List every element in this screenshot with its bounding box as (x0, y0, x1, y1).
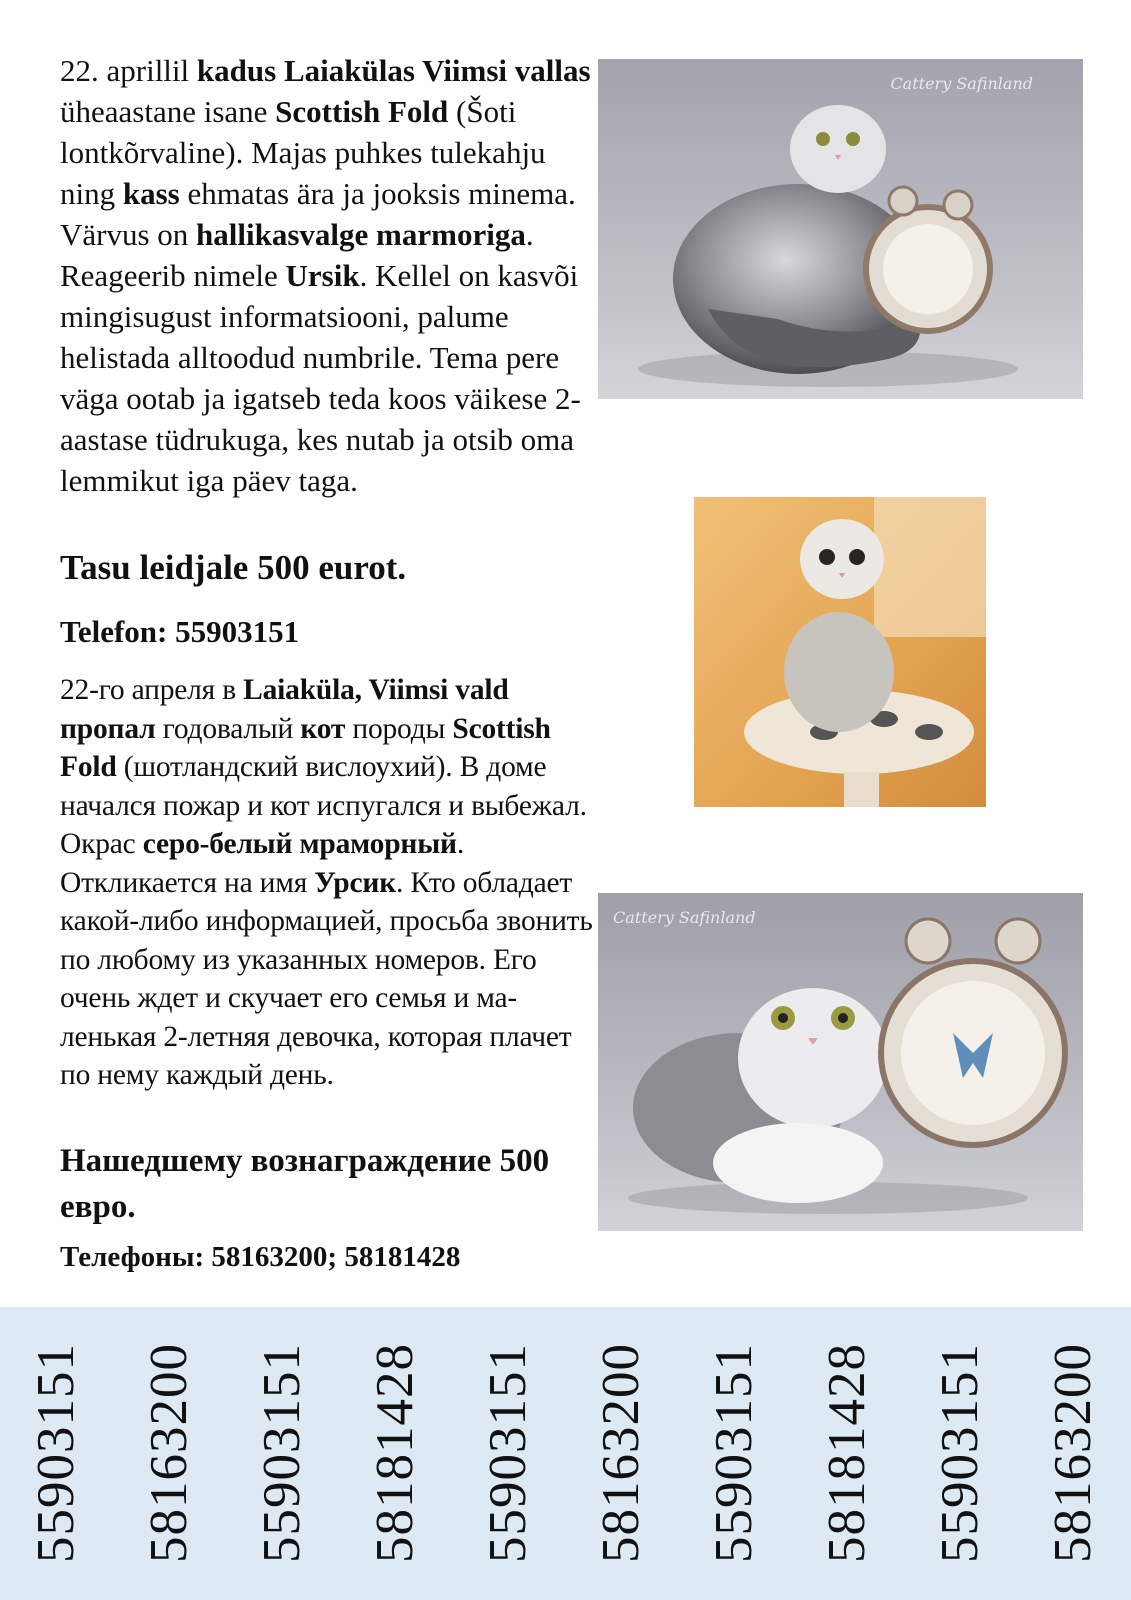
tear-tab-number: 58163200 (592, 1343, 650, 1563)
tear-tab[interactable] (791, 1307, 904, 1600)
tear-tab-number: 58181428 (818, 1343, 876, 1563)
tear-tab[interactable] (678, 1307, 791, 1600)
russian-description: 22-го апреля в Laiaküla, Viimsi vald пропал годовалый кот породы Scottish Fold (шотландский вислоухий). В доме начался пожар и кот испугался и выбежал. Окрас серо-белый мраморный. Откликается на имя Урсик. Кто обладает какой-либо информацией, просьба звонить по любому из указанных номеров. Его очень ждет и скучает его семья и маленькая 2-летняя девочка, которая плачет по нему каждый день. (60, 674, 593, 1091)
tear-tab[interactable] (452, 1307, 565, 1600)
estonian-description: 22. aprillil kadus Laiakülas Viimsi vallas üheaastane isane Scottish Fold (Šoti lontkõrvaline). Majas puhkes tulekahju ning kass ehmatas ära ja jooksis minema. Värvus on hallikasvalge marmoriga. Reageerib nimele Ursik. Kellel on kasvõi mingisugust informatsiooni, palume helistada alltoodud numbrile. Tema pere väga ootab ja igatseb teda koos väikese 2-aastase tüdrukuga, kes nutab ja otsib oma lemmikut iga päev taga. (60, 53, 591, 498)
tear-tab[interactable] (1017, 1307, 1130, 1600)
tear-off-strip (0, 1307, 1131, 1600)
estonian-phone: Telefon: 55903151 (60, 614, 300, 649)
tear-tab[interactable] (226, 1307, 339, 1600)
tear-tab[interactable] (113, 1307, 226, 1600)
tear-tab-number: 58163200 (140, 1343, 198, 1563)
estonian-reward: Tasu leidjale 500 eurot. (60, 548, 407, 587)
tear-tab-number: 55903151 (479, 1343, 537, 1563)
tear-tab[interactable] (339, 1307, 452, 1600)
russian-phone: Телефоны: 58163200; 58181428 (60, 1241, 461, 1273)
tear-tab[interactable] (0, 1307, 113, 1600)
russian-reward: Нашедшему вознаграждение 500 евро. (60, 1143, 550, 1225)
cat-photo-clock-1 (598, 59, 1083, 399)
tear-tab-number: 58163200 (1044, 1343, 1102, 1563)
tear-tab[interactable] (565, 1307, 678, 1600)
tear-tab[interactable] (904, 1307, 1017, 1600)
tear-tab-number: 58181428 (366, 1343, 424, 1563)
tear-tab-number: 55903151 (705, 1343, 763, 1563)
tear-tab-number: 55903151 (27, 1343, 85, 1563)
cat-photo-clock-2 (598, 893, 1083, 1231)
cat-photo-cat-tree (694, 497, 986, 807)
watermark-1: Cattery Safinland (890, 74, 1033, 93)
watermark-3: Cattery Safinland (613, 908, 756, 927)
tear-tab-number: 55903151 (931, 1343, 989, 1563)
tear-tab-number: 55903151 (253, 1343, 311, 1563)
